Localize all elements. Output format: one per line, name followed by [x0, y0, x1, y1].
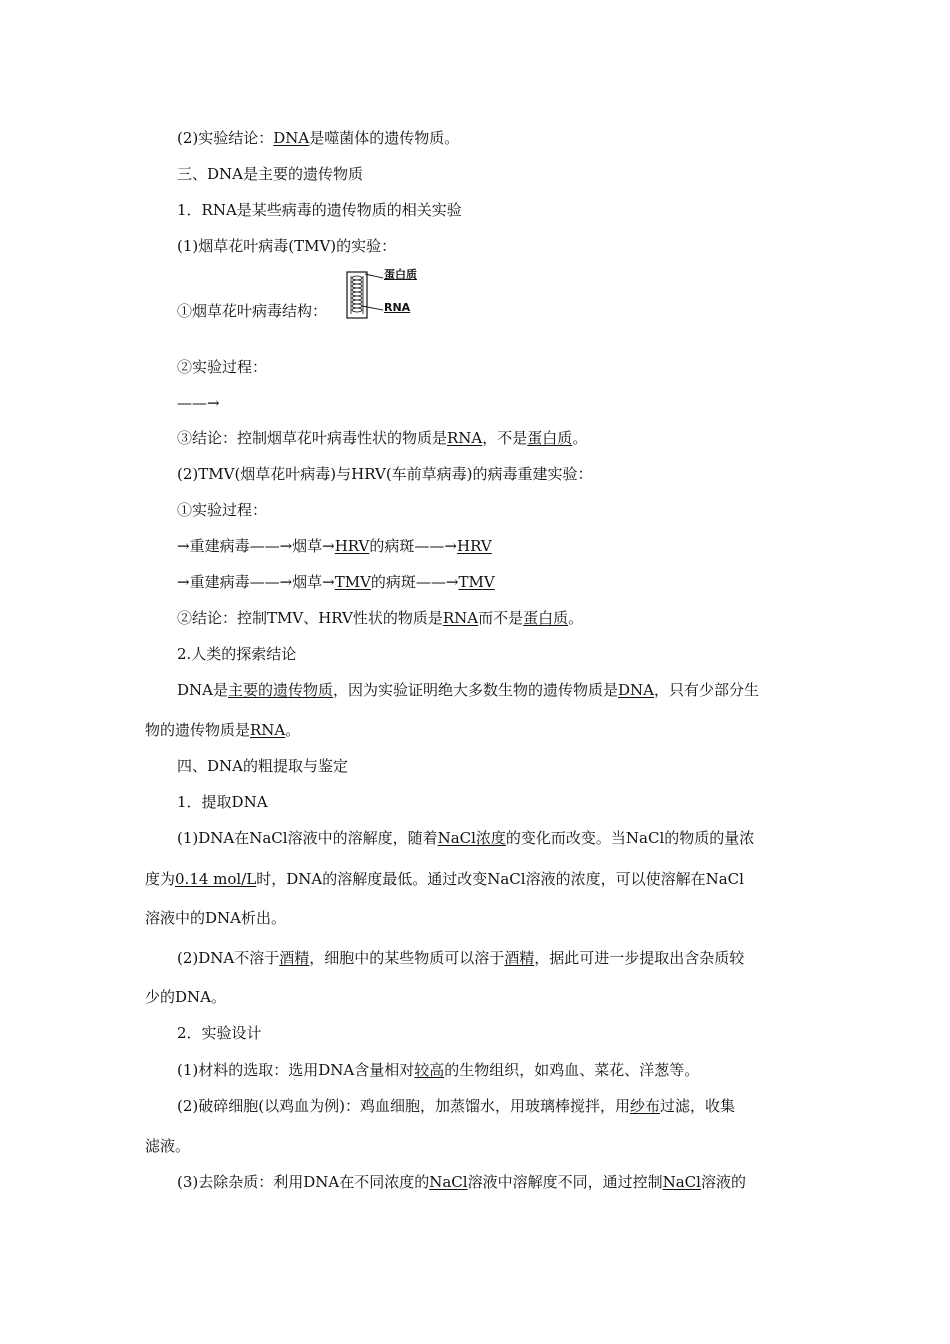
paragraph-line: 度为0.14 mol/L时，DNA的溶解度最低。通过改变NaCl溶液的浓度，可以使溶解在NaCl	[145, 870, 744, 888]
subsection-heading: 2．实验设计	[177, 1024, 262, 1042]
tmv-structure-figure	[345, 268, 440, 322]
paragraph-line: (2)TMV(烟草花叶病毒)与HRV(车前草病毒)的病毒重建实验：	[177, 465, 593, 483]
arrow-line: ——→	[177, 394, 220, 412]
paragraph-line: ②结论：控制TMV、HRV性状的物质是RNA而不是蛋白质。	[177, 609, 584, 627]
paragraph-line: (2)实验结论：DNA是噬菌体的遗传物质。	[177, 129, 460, 147]
paragraph-line: 溶液中的DNA析出。	[145, 909, 286, 927]
paragraph-line: (3)去除杂质：利用DNA在不同浓度的NaCl溶液中溶解度不同，通过控制NaCl溶液的	[177, 1173, 746, 1191]
paragraph-line: ②实验过程：	[177, 358, 268, 376]
paragraph-line: 滤液。	[145, 1137, 191, 1155]
protein-label: 蛋白质	[384, 268, 417, 281]
subsection-heading: 1．RNA是某些病毒的遗传物质的相关实验	[177, 201, 462, 219]
paragraph-line: ①实验过程：	[177, 501, 268, 519]
paragraph-line: (1)DNA在NaCl溶液中的溶解度，随着NaCl浓度的变化而改变。当NaCl的物质的量浓	[177, 829, 755, 847]
paragraph-line: DNA是主要的遗传物质，因为实验证明绝大多数生物的遗传物质是DNA，只有少部分生	[177, 681, 760, 699]
paragraph-line: ①烟草花叶病毒结构：	[177, 302, 328, 320]
paragraph-line: 物的遗传物质是RNA。	[145, 721, 301, 739]
section-heading: 三、DNA是主要的遗传物质	[177, 165, 363, 183]
paragraph-line: (1)烟草花叶病毒(TMV)的实验：	[177, 237, 397, 255]
paragraph-line: →重建病毒——→烟草→TMV的病斑——→TMV	[177, 573, 495, 591]
paragraph-line: →重建病毒——→烟草→HRV的病斑——→HRV	[177, 537, 492, 555]
subsection-heading: 1．提取DNA	[177, 793, 268, 811]
paragraph-line: (2)DNA不溶于酒精，细胞中的某些物质可以溶于酒精，据此可进一步提取出含杂质较	[177, 949, 745, 967]
paragraph-line: (2)破碎细胞(以鸡血为例)：鸡血细胞，加蒸馏水，用玻璃棒搅拌，用纱布过滤，收集	[177, 1097, 735, 1115]
section-heading: 四、DNA的粗提取与鉴定	[177, 757, 348, 775]
paragraph-line: 少的DNA。	[145, 988, 226, 1006]
rna-label: RNA	[384, 301, 411, 314]
paragraph-line: ③结论：控制烟草花叶病毒性状的物质是RNA，不是蛋白质。	[177, 429, 588, 447]
subsection-heading: 2.人类的探索结论	[177, 645, 297, 663]
paragraph-line: (1)材料的选取：选用DNA含量相对较高的生物组织，如鸡血、菜花、洋葱等。	[177, 1061, 700, 1079]
